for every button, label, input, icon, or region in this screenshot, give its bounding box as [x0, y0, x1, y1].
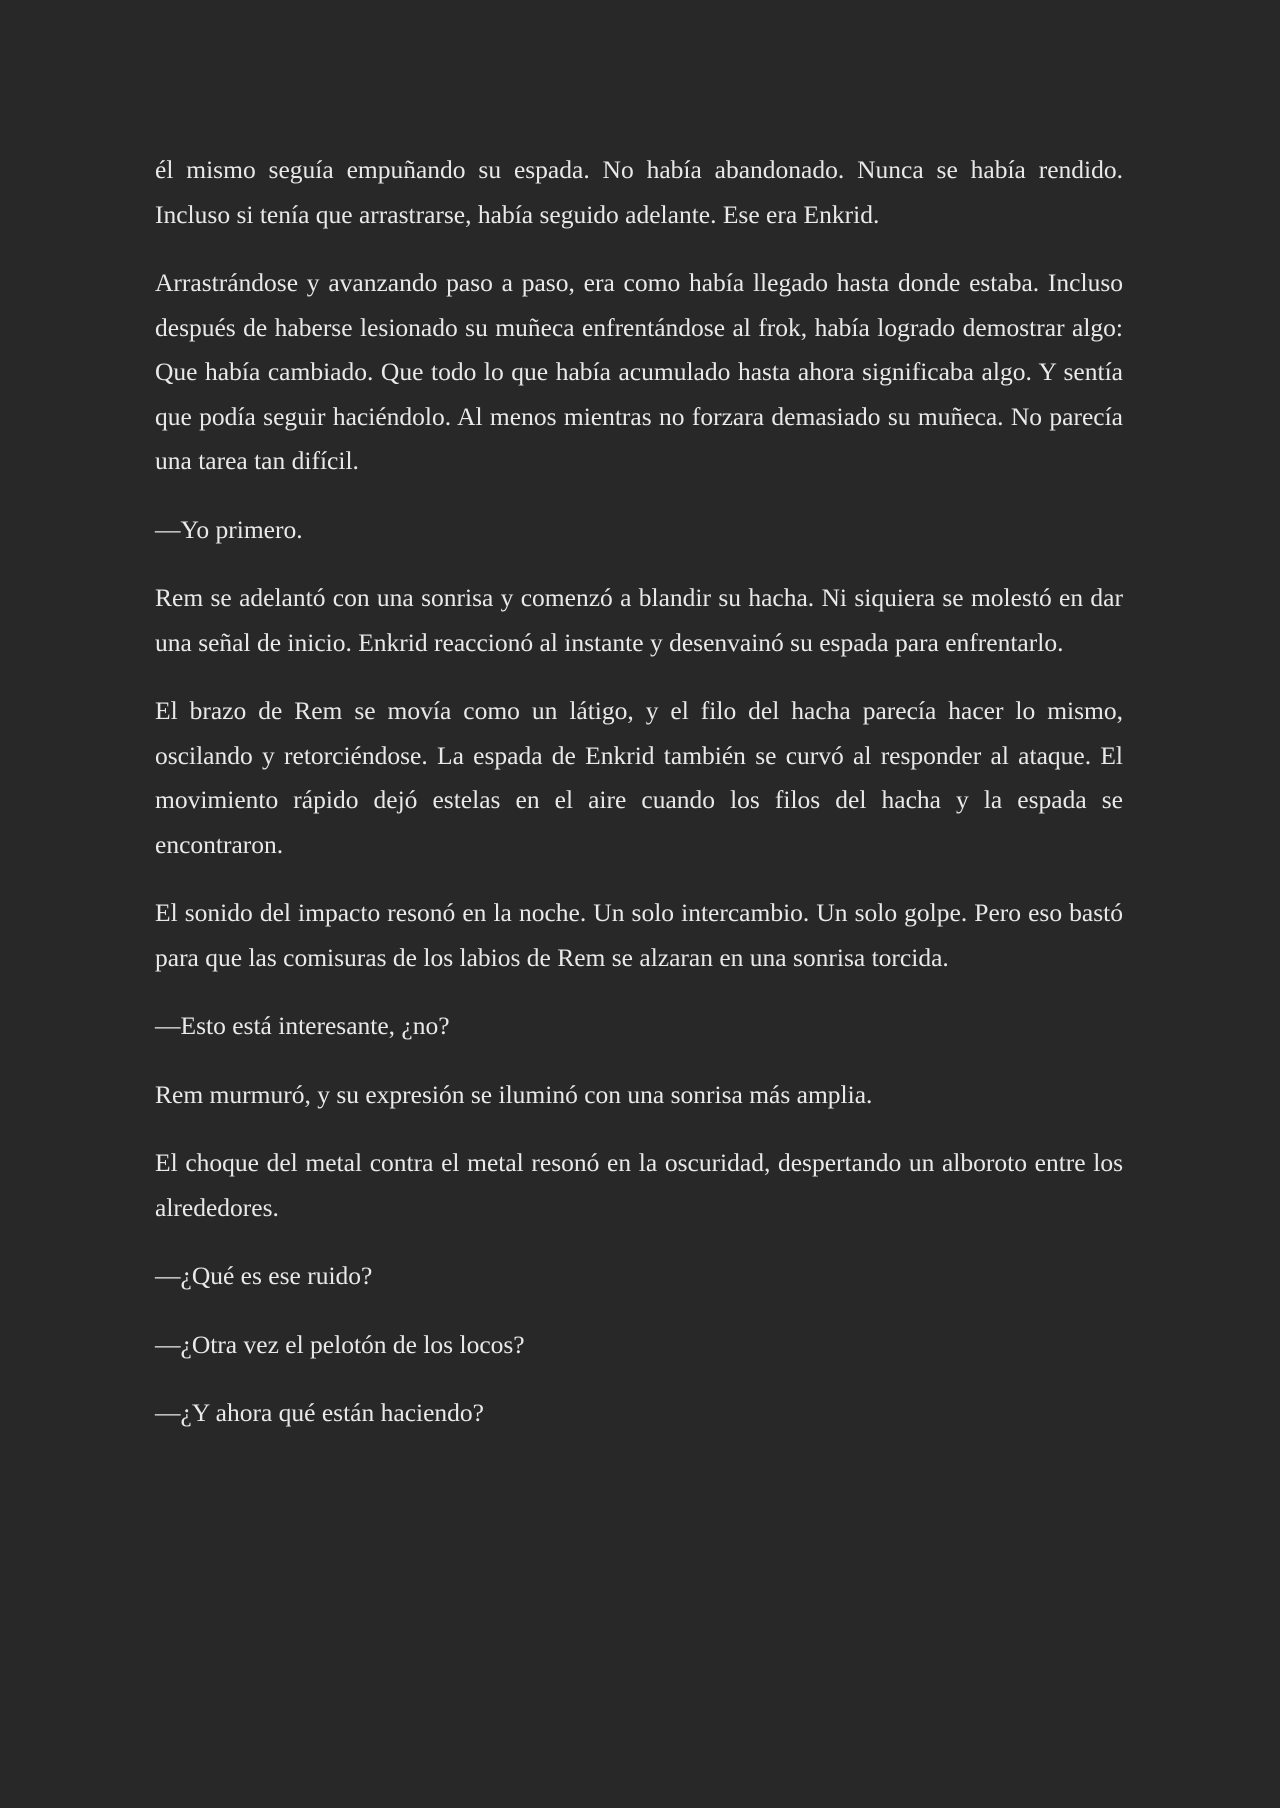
dialogue-line-4: —¿Otra vez el pelotón de los locos? [155, 1329, 525, 1359]
reader-page [155, 148, 1123, 1460]
paragraph-1: él mismo seguía empuñando su espada. No había abandonado. Nunca se había rendido. Incluso si tenía que arrastrarse, había seguido adelante. Ese era Enkrid. [155, 155, 1123, 229]
paragraph-5: El sonido del impacto resonó en la noche. Un solo intercambio. Un solo golpe. Pero eso bastó para que las comisuras de los labios de Rem se alzaran en una sonrisa torcida. [155, 898, 1123, 972]
dialogue-line-5: —¿Y ahora qué están haciendo? [155, 1398, 484, 1427]
dialogue-line-3: —¿Qué es ese ruido? [155, 1261, 373, 1290]
paragraph-2: Arrastrándose y avanzando paso a paso, era como había llegado hasta donde estaba. Incluso después de haberse lesionado su muñeca enfrentándose al frok, había logrado demostrar algo: Que había cambiado. Que todo lo que había acumulado hasta ahora significaba algo. Y sentía que podía seguir haciéndolo. Al menos mientras no forzara demasiado su muñeca. No parecía una tarea tan difícil. [155, 268, 1123, 475]
paragraph-4: El brazo de Rem se movía como un látigo, y el filo del hacha parecía hacer lo mismo, oscilando y retorciéndose. La espada de Enkrid también se curvó al responder al ataque. El movimiento rápido dejó estelas en el aire cuando los filos del hacha y la espada se encontraron. [155, 696, 1123, 859]
dialogue-line-1: —Yo primero. [155, 514, 303, 544]
paragraph-7: El choque del metal contra el metal resonó en la oscuridad, despertando un alboroto entre los alrededores. [155, 1148, 1123, 1222]
dialogue-line-2: —Esto está interesante, ¿no? [155, 1011, 450, 1040]
paragraph-6: Rem murmuró, y su expresión se iluminó con una sonrisa más amplia. [155, 1079, 873, 1109]
paragraph-3: Rem se adelantó con una sonrisa y comenzó a blandir su hacha. Ni siquiera se molestó en dar una señal de inicio. Enkrid reaccionó al instante y desenvainó su espada para enfrentarlo. [155, 583, 1123, 657]
